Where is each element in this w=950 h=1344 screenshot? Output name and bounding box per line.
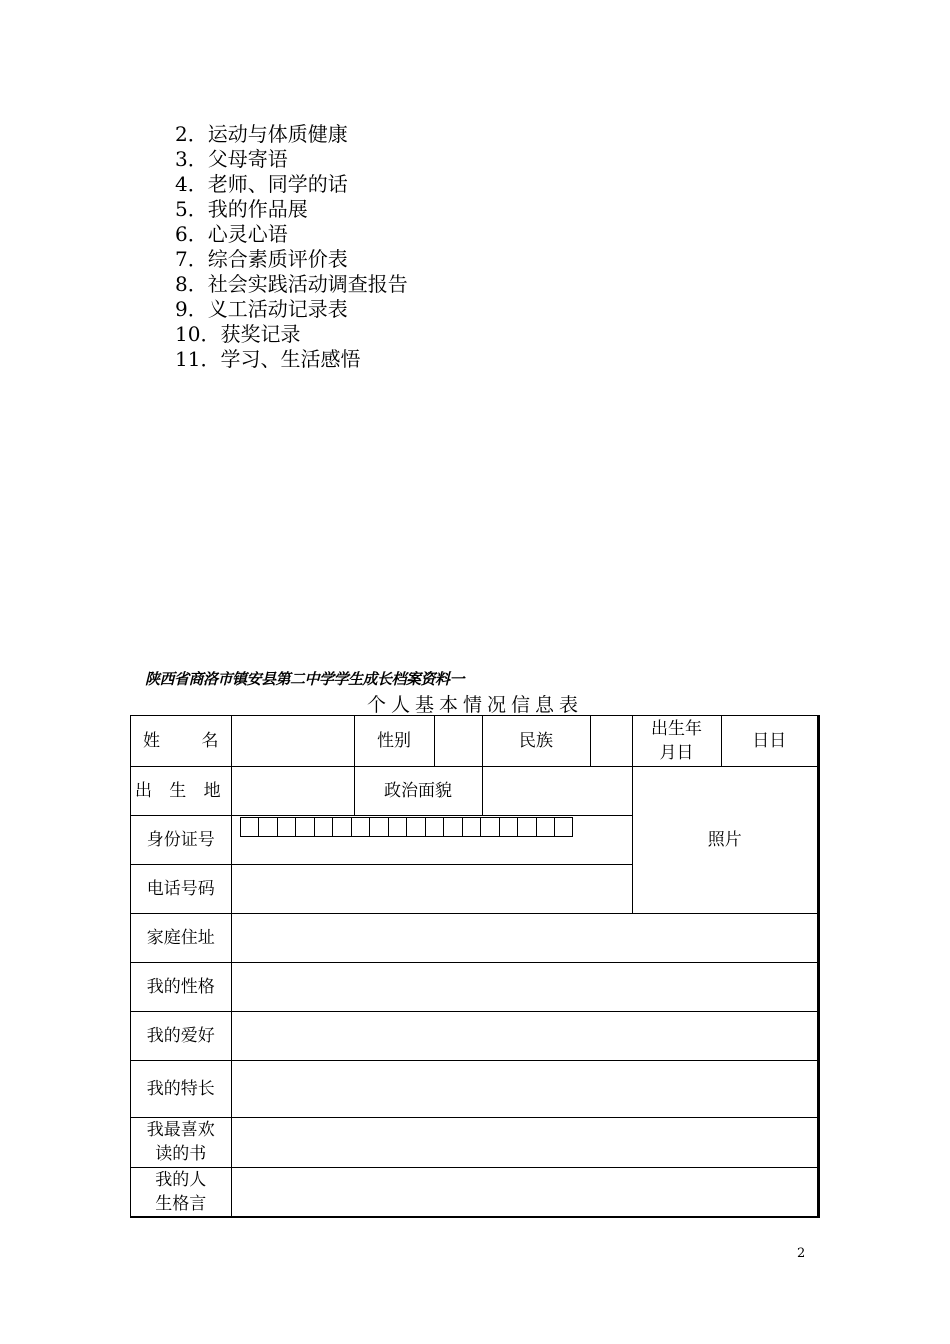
id-number-label: 身份证号 bbox=[131, 815, 231, 864]
address-label: 家庭住址 bbox=[131, 913, 231, 962]
id-number-field[interactable] bbox=[231, 815, 632, 864]
id-digit-boxes[interactable] bbox=[240, 817, 632, 837]
id-digit-box[interactable] bbox=[462, 817, 481, 837]
id-digit-box[interactable] bbox=[314, 817, 333, 837]
id-digit-box[interactable] bbox=[388, 817, 407, 837]
id-digit-box[interactable] bbox=[554, 817, 573, 837]
info-form-frame bbox=[130, 715, 820, 1218]
phone-label: 电话号码 bbox=[131, 864, 231, 913]
page-number: 2 bbox=[797, 1246, 806, 1261]
favorite-book-field[interactable] bbox=[231, 1117, 817, 1167]
id-digit-box[interactable] bbox=[536, 817, 555, 837]
name-field[interactable] bbox=[231, 716, 354, 766]
id-digit-box[interactable] bbox=[499, 817, 518, 837]
contents-item: 8．社会实践活动调查报告 bbox=[175, 272, 408, 296]
gender-label: 性别 bbox=[354, 716, 434, 766]
id-digit-box[interactable] bbox=[480, 817, 499, 837]
hobby-field[interactable] bbox=[231, 1011, 817, 1060]
contents-item: 9．义工活动记录表 bbox=[175, 297, 348, 321]
personality-label: 我的性格 bbox=[131, 962, 231, 1011]
life-motto-label: 我的人 生格言 bbox=[131, 1167, 231, 1216]
id-digit-box[interactable] bbox=[443, 817, 462, 837]
specialty-field[interactable] bbox=[231, 1060, 817, 1117]
id-digit-box[interactable] bbox=[258, 817, 277, 837]
ethnicity-label: 民族 bbox=[482, 716, 590, 766]
contents-item: 7．综合素质评价表 bbox=[175, 247, 348, 271]
personal-info-table bbox=[131, 716, 817, 1216]
id-digit-box[interactable] bbox=[425, 817, 444, 837]
birth-date-field[interactable]: 日日 bbox=[721, 716, 817, 766]
birthplace-label: 出 生 地 bbox=[131, 766, 231, 815]
birth-date-label: 出生年 月日 bbox=[632, 716, 721, 766]
id-digit-box[interactable] bbox=[351, 817, 370, 837]
contents-item: 4．老师、同学的话 bbox=[175, 172, 348, 196]
contents-list bbox=[175, 122, 408, 372]
birthplace-field[interactable] bbox=[231, 766, 354, 815]
contents-item: 10．获奖记录 bbox=[175, 322, 301, 346]
id-digit-box[interactable] bbox=[517, 817, 536, 837]
contents-item: 11．学习、生活感悟 bbox=[175, 347, 361, 371]
contents-item: 6．心灵心语 bbox=[175, 222, 288, 246]
specialty-label: 我的特长 bbox=[131, 1060, 231, 1117]
id-digit-box[interactable] bbox=[406, 817, 425, 837]
contents-item: 5．我的作品展 bbox=[175, 197, 308, 221]
contents-item: 3．父母寄语 bbox=[175, 147, 288, 171]
hobby-label: 我的爱好 bbox=[131, 1011, 231, 1060]
personality-field[interactable] bbox=[231, 962, 817, 1011]
form-title: 个人基本情况信息表 bbox=[366, 694, 583, 716]
id-digit-box[interactable] bbox=[295, 817, 314, 837]
political-status-label: 政治面貌 bbox=[354, 766, 482, 815]
phone-field[interactable] bbox=[231, 864, 632, 913]
id-digit-box[interactable] bbox=[369, 817, 388, 837]
contents-item: 2．运动与体质健康 bbox=[175, 122, 348, 146]
id-digit-box[interactable] bbox=[240, 817, 259, 837]
ethnicity-field[interactable] bbox=[590, 716, 632, 766]
id-digit-box[interactable] bbox=[332, 817, 351, 837]
photo-area[interactable]: 照片 bbox=[632, 766, 817, 913]
gender-field[interactable] bbox=[434, 716, 482, 766]
political-status-field[interactable] bbox=[482, 766, 632, 815]
address-field[interactable] bbox=[231, 913, 817, 962]
school-archive-subtitle: 陕西省商洛市镇安县第二中学学生成长档案资料一 bbox=[145, 670, 465, 688]
name-label: 姓 名 bbox=[131, 716, 231, 766]
life-motto-field[interactable] bbox=[231, 1167, 817, 1216]
id-digit-box[interactable] bbox=[277, 817, 296, 837]
favorite-book-label: 我最喜欢 读的书 bbox=[131, 1117, 231, 1167]
